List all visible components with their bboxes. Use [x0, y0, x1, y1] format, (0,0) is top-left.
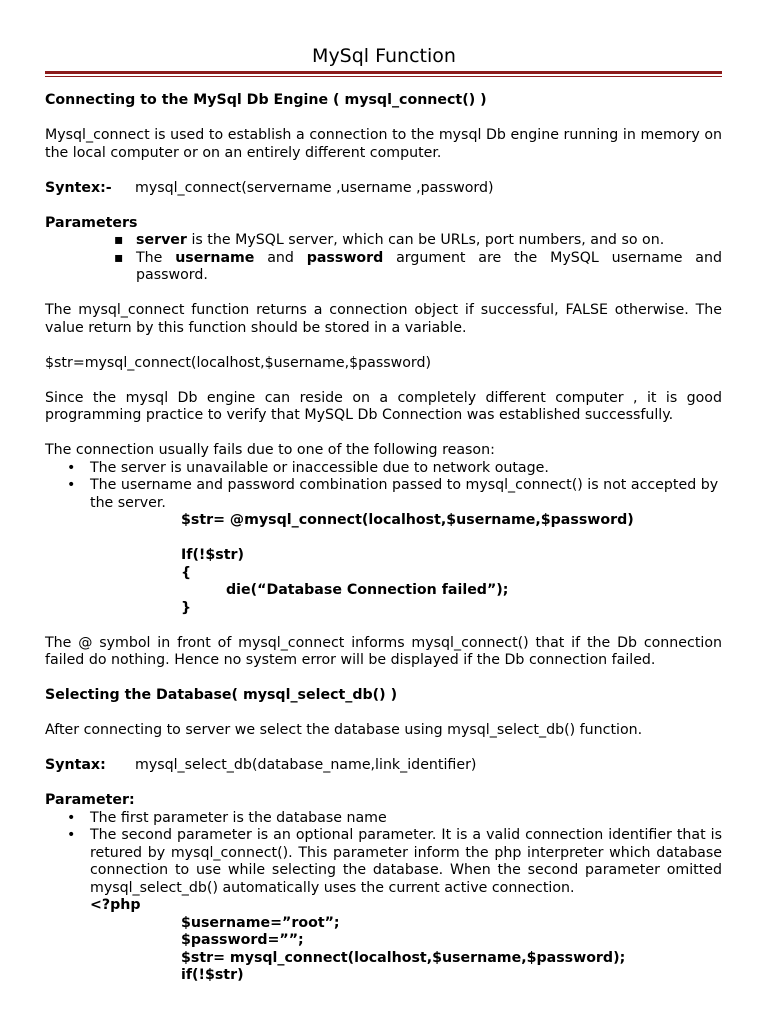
list-item: • The second parameter is an optional parameter. It is a valid connection identifier that is retured by mysql_connect(). This parameter inform the php interpreter which database connection to use while selecting the database. When the second parameter omitted mysql_select_db() automatically uses the current active connection.	[45, 827, 722, 897]
list-item: • The first parameter is the database name	[45, 810, 722, 828]
code-line: $str= mysql_connect(localhost,$username,$password);	[181, 949, 626, 966]
syntax-label: Syntax:	[45, 757, 106, 773]
syntax-value: mysql_select_db(database_name,link_identifier)	[135, 757, 477, 773]
title-rule-thin	[45, 76, 722, 77]
parameters-heading: Parameters	[45, 214, 138, 231]
select-db-intro-paragraph: After connecting to server we select the database using mysql_select_db() function.	[45, 722, 643, 738]
connect-parameter-list	[45, 232, 722, 285]
verify-paragraph: Since the mysql Db engine can reside on a completely different computer , it is good programming practice to verify that MySQL Db Connection was established successfully.	[45, 389, 722, 423]
section-heading-connect: Connecting to the MySql Db Engine ( mysql_connect() )	[45, 92, 487, 108]
syntax-label: Syntex:-	[45, 179, 112, 196]
code-line: <?php	[90, 897, 141, 913]
code-line: die(“Database Connection failed”);	[226, 582, 509, 598]
code-blank-line	[45, 530, 722, 548]
page-title: MySql Function	[312, 45, 456, 67]
section-heading-select-db: Selecting the Database( mysql_select_db() )	[45, 687, 398, 703]
code-line: if(!$str)	[181, 967, 244, 983]
connect-code-block	[45, 512, 722, 617]
syntax-value: mysql_connect(servername ,username ,password)	[135, 179, 494, 196]
connect-syntax-line	[45, 180, 722, 198]
list-item: • The server is unavailable or inaccessible due to network outage.	[45, 460, 722, 478]
returns-paragraph: The mysql_connect function returns a connection object if successful, FALSE otherwise. The value return by this function should be stored in a variable.	[45, 302, 722, 336]
parameter-heading: Parameter:	[45, 792, 135, 808]
document-body	[45, 92, 722, 985]
fail-intro-paragraph: The connection usually fails due to one of the following reason:	[45, 442, 495, 458]
code-line: {	[181, 564, 192, 581]
code-line: If(!$str)	[181, 547, 244, 563]
connect-intro-paragraph: Mysql_connect is used to establish a connection to the mysql Db engine running in memory on the local computer or on an entirely different computer.	[45, 127, 722, 161]
select-db-code-block	[45, 897, 722, 985]
list-item: ▪ The username and password argument are the MySQL username and password.	[45, 250, 722, 285]
title-rule-thick	[45, 71, 722, 74]
at-symbol-paragraph: The @ symbol in front of mysql_connect informs mysql_connect() that if the Db connection failed do nothing. Hence no system error will be displayed if the Db connection failed.	[45, 634, 722, 668]
code-line: }	[181, 599, 192, 616]
select-db-syntax-line	[45, 757, 722, 775]
code-line: $str= @mysql_connect(localhost,$username,$password)	[181, 512, 634, 528]
list-item: ▪ server is the MySQL server, which can be URLs, port numbers, and so on.	[45, 232, 722, 250]
example-code-line: $str=mysql_connect(localhost,$username,$password)	[45, 354, 432, 371]
code-line: $password=””;	[181, 932, 304, 948]
code-line: $username=”root”;	[181, 914, 340, 931]
fail-reason-list	[45, 460, 722, 513]
list-item: • The username and password combination passed to mysql_connect() is not accepted by the server.	[45, 477, 722, 512]
select-db-parameter-list	[45, 810, 722, 898]
